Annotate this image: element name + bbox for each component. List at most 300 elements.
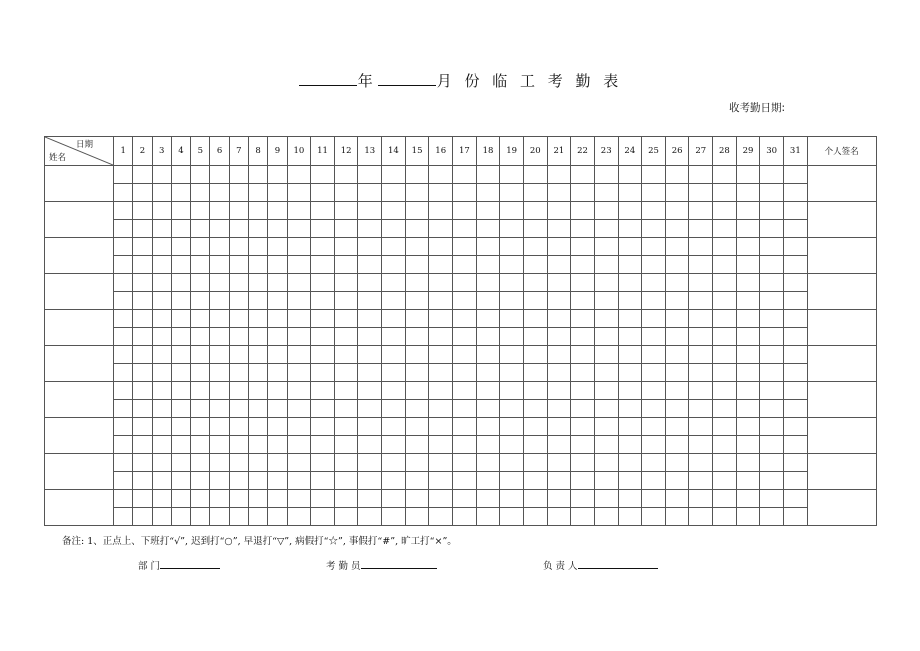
attendance-cell[interactable] [358,220,382,238]
attendance-cell[interactable] [429,166,453,184]
attendance-cell[interactable] [171,346,190,364]
name-cell[interactable] [45,382,114,418]
attendance-cell[interactable] [618,328,642,346]
attendance-cell[interactable] [229,274,248,292]
attendance-cell[interactable] [191,310,210,328]
attendance-cell[interactable] [152,292,171,310]
attendance-cell[interactable] [736,400,760,418]
attendance-cell[interactable] [229,202,248,220]
attendance-cell[interactable] [784,400,808,418]
attendance-cell[interactable] [133,508,152,526]
attendance-cell[interactable] [760,310,784,328]
attendance-cell[interactable] [453,166,477,184]
attendance-cell[interactable] [191,490,210,508]
attendance-cell[interactable] [760,274,784,292]
attendance-cell[interactable] [268,454,287,472]
attendance-cell[interactable] [229,490,248,508]
attendance-cell[interactable] [736,346,760,364]
attendance-cell[interactable] [152,310,171,328]
attendance-cell[interactable] [689,490,713,508]
attendance-cell[interactable] [268,220,287,238]
attendance-cell[interactable] [571,508,595,526]
attendance-cell[interactable] [523,238,547,256]
attendance-cell[interactable] [358,274,382,292]
attendance-cell[interactable] [229,418,248,436]
attendance-cell[interactable] [268,238,287,256]
attendance-cell[interactable] [191,274,210,292]
attendance-cell[interactable] [571,400,595,418]
attendance-cell[interactable] [382,418,406,436]
attendance-cell[interactable] [191,508,210,526]
attendance-cell[interactable] [594,274,618,292]
attendance-cell[interactable] [547,184,571,202]
attendance-cell[interactable] [689,418,713,436]
attendance-cell[interactable] [248,220,267,238]
attendance-cell[interactable] [405,418,429,436]
attendance-cell[interactable] [429,220,453,238]
attendance-cell[interactable] [642,454,666,472]
attendance-cell[interactable] [210,310,229,328]
attendance-cell[interactable] [429,274,453,292]
attendance-cell[interactable] [191,400,210,418]
attendance-cell[interactable] [500,436,524,454]
attendance-cell[interactable] [210,400,229,418]
attendance-cell[interactable] [311,238,335,256]
attendance-cell[interactable] [476,310,500,328]
attendance-cell[interactable] [382,346,406,364]
attendance-cell[interactable] [152,274,171,292]
attendance-cell[interactable] [784,508,808,526]
attendance-cell[interactable] [248,166,267,184]
attendance-cell[interactable] [114,166,133,184]
attendance-cell[interactable] [248,184,267,202]
attendance-cell[interactable] [382,364,406,382]
attendance-cell[interactable] [500,418,524,436]
attendance-cell[interactable] [133,490,152,508]
signature-cell[interactable] [807,310,876,346]
attendance-cell[interactable] [405,274,429,292]
attendance-cell[interactable] [760,454,784,472]
attendance-cell[interactable] [229,400,248,418]
attendance-cell[interactable] [152,346,171,364]
attendance-cell[interactable] [405,490,429,508]
attendance-cell[interactable] [618,418,642,436]
attendance-cell[interactable] [287,328,311,346]
attendance-cell[interactable] [642,184,666,202]
attendance-cell[interactable] [571,310,595,328]
attendance-cell[interactable] [476,382,500,400]
attendance-cell[interactable] [784,184,808,202]
attendance-cell[interactable] [358,238,382,256]
attendance-cell[interactable] [311,166,335,184]
attendance-cell[interactable] [642,220,666,238]
attendance-cell[interactable] [689,166,713,184]
attendance-cell[interactable] [642,418,666,436]
attendance-cell[interactable] [713,238,737,256]
attendance-cell[interactable] [784,364,808,382]
attendance-cell[interactable] [571,238,595,256]
attendance-cell[interactable] [229,166,248,184]
attendance-cell[interactable] [476,346,500,364]
attendance-cell[interactable] [594,256,618,274]
attendance-cell[interactable] [736,508,760,526]
attendance-cell[interactable] [784,166,808,184]
attendance-cell[interactable] [268,364,287,382]
attendance-cell[interactable] [334,454,358,472]
attendance-cell[interactable] [476,166,500,184]
attendance-cell[interactable] [453,238,477,256]
attendance-cell[interactable] [429,256,453,274]
attendance-cell[interactable] [453,418,477,436]
attendance-cell[interactable] [665,364,689,382]
attendance-cell[interactable] [114,328,133,346]
attendance-cell[interactable] [784,238,808,256]
attendance-cell[interactable] [594,436,618,454]
attendance-cell[interactable] [547,328,571,346]
attendance-cell[interactable] [784,472,808,490]
clerk-line[interactable] [361,558,437,569]
attendance-cell[interactable] [311,256,335,274]
attendance-cell[interactable] [311,382,335,400]
attendance-cell[interactable] [760,382,784,400]
attendance-cell[interactable] [713,220,737,238]
attendance-cell[interactable] [382,184,406,202]
attendance-cell[interactable] [191,238,210,256]
attendance-cell[interactable] [476,292,500,310]
attendance-cell[interactable] [476,472,500,490]
attendance-cell[interactable] [571,454,595,472]
attendance-cell[interactable] [210,274,229,292]
attendance-cell[interactable] [358,454,382,472]
attendance-cell[interactable] [152,184,171,202]
attendance-cell[interactable] [500,400,524,418]
attendance-cell[interactable] [453,400,477,418]
attendance-cell[interactable] [642,166,666,184]
attendance-cell[interactable] [476,238,500,256]
attendance-cell[interactable] [152,454,171,472]
attendance-cell[interactable] [736,292,760,310]
attendance-cell[interactable] [229,238,248,256]
attendance-cell[interactable] [784,382,808,400]
attendance-cell[interactable] [358,292,382,310]
attendance-cell[interactable] [171,238,190,256]
attendance-cell[interactable] [665,418,689,436]
attendance-cell[interactable] [571,436,595,454]
attendance-cell[interactable] [133,166,152,184]
attendance-cell[interactable] [311,508,335,526]
attendance-cell[interactable] [429,418,453,436]
attendance-cell[interactable] [268,436,287,454]
attendance-cell[interactable] [689,346,713,364]
attendance-cell[interactable] [784,220,808,238]
attendance-cell[interactable] [689,292,713,310]
attendance-cell[interactable] [358,490,382,508]
attendance-cell[interactable] [618,346,642,364]
attendance-cell[interactable] [571,202,595,220]
attendance-cell[interactable] [268,418,287,436]
attendance-cell[interactable] [334,274,358,292]
attendance-cell[interactable] [268,490,287,508]
attendance-cell[interactable] [229,310,248,328]
attendance-cell[interactable] [114,382,133,400]
attendance-cell[interactable] [784,256,808,274]
attendance-cell[interactable] [618,400,642,418]
attendance-cell[interactable] [334,328,358,346]
signature-cell[interactable] [807,274,876,310]
attendance-cell[interactable] [665,346,689,364]
attendance-cell[interactable] [665,472,689,490]
attendance-cell[interactable] [248,256,267,274]
name-cell[interactable] [45,490,114,526]
attendance-cell[interactable] [152,202,171,220]
attendance-cell[interactable] [405,382,429,400]
attendance-cell[interactable] [311,202,335,220]
attendance-cell[interactable] [689,184,713,202]
attendance-cell[interactable] [523,382,547,400]
attendance-cell[interactable] [358,166,382,184]
attendance-cell[interactable] [191,256,210,274]
attendance-cell[interactable] [689,472,713,490]
attendance-cell[interactable] [642,364,666,382]
signature-cell[interactable] [807,490,876,526]
attendance-cell[interactable] [523,292,547,310]
attendance-cell[interactable] [594,202,618,220]
attendance-cell[interactable] [476,274,500,292]
attendance-cell[interactable] [784,436,808,454]
attendance-cell[interactable] [665,292,689,310]
attendance-cell[interactable] [248,274,267,292]
attendance-cell[interactable] [689,202,713,220]
attendance-cell[interactable] [287,508,311,526]
attendance-cell[interactable] [210,364,229,382]
attendance-cell[interactable] [760,202,784,220]
attendance-cell[interactable] [760,166,784,184]
attendance-cell[interactable] [571,328,595,346]
attendance-cell[interactable] [191,220,210,238]
signature-cell[interactable] [807,346,876,382]
attendance-cell[interactable] [311,346,335,364]
attendance-cell[interactable] [689,220,713,238]
attendance-cell[interactable] [760,364,784,382]
attendance-cell[interactable] [594,364,618,382]
attendance-cell[interactable] [268,508,287,526]
attendance-cell[interactable] [405,346,429,364]
attendance-cell[interactable] [311,310,335,328]
attendance-cell[interactable] [713,490,737,508]
attendance-cell[interactable] [114,274,133,292]
attendance-cell[interactable] [405,364,429,382]
attendance-cell[interactable] [114,490,133,508]
attendance-cell[interactable] [171,454,190,472]
attendance-cell[interactable] [248,472,267,490]
attendance-cell[interactable] [665,328,689,346]
attendance-cell[interactable] [500,364,524,382]
attendance-cell[interactable] [523,472,547,490]
attendance-cell[interactable] [229,346,248,364]
attendance-cell[interactable] [287,256,311,274]
attendance-cell[interactable] [665,400,689,418]
attendance-cell[interactable] [523,508,547,526]
attendance-cell[interactable] [642,382,666,400]
attendance-cell[interactable] [547,292,571,310]
attendance-cell[interactable] [334,166,358,184]
attendance-cell[interactable] [547,400,571,418]
attendance-cell[interactable] [571,256,595,274]
attendance-cell[interactable] [500,490,524,508]
attendance-cell[interactable] [784,310,808,328]
attendance-cell[interactable] [665,454,689,472]
attendance-cell[interactable] [476,508,500,526]
attendance-cell[interactable] [642,238,666,256]
attendance-cell[interactable] [334,436,358,454]
name-cell[interactable] [45,418,114,454]
attendance-cell[interactable] [713,310,737,328]
attendance-cell[interactable] [171,436,190,454]
attendance-cell[interactable] [382,508,406,526]
attendance-cell[interactable] [453,472,477,490]
attendance-cell[interactable] [429,472,453,490]
attendance-cell[interactable] [453,364,477,382]
attendance-cell[interactable] [689,310,713,328]
attendance-cell[interactable] [453,256,477,274]
attendance-cell[interactable] [171,274,190,292]
attendance-cell[interactable] [248,454,267,472]
attendance-cell[interactable] [287,220,311,238]
attendance-cell[interactable] [334,202,358,220]
attendance-cell[interactable] [133,184,152,202]
attendance-cell[interactable] [114,346,133,364]
attendance-cell[interactable] [500,202,524,220]
attendance-cell[interactable] [133,364,152,382]
attendance-cell[interactable] [784,274,808,292]
attendance-cell[interactable] [334,220,358,238]
attendance-cell[interactable] [171,310,190,328]
attendance-cell[interactable] [476,400,500,418]
attendance-cell[interactable] [713,382,737,400]
attendance-cell[interactable] [248,310,267,328]
attendance-cell[interactable] [358,508,382,526]
attendance-cell[interactable] [571,346,595,364]
attendance-cell[interactable] [152,256,171,274]
attendance-cell[interactable] [571,364,595,382]
attendance-cell[interactable] [547,436,571,454]
attendance-cell[interactable] [665,238,689,256]
attendance-cell[interactable] [713,346,737,364]
attendance-cell[interactable] [500,508,524,526]
attendance-cell[interactable] [133,418,152,436]
attendance-cell[interactable] [784,454,808,472]
attendance-cell[interactable] [736,238,760,256]
attendance-cell[interactable] [229,382,248,400]
attendance-cell[interactable] [358,184,382,202]
attendance-cell[interactable] [133,472,152,490]
attendance-cell[interactable] [114,364,133,382]
attendance-cell[interactable] [152,166,171,184]
attendance-cell[interactable] [152,490,171,508]
attendance-cell[interactable] [523,454,547,472]
attendance-cell[interactable] [210,454,229,472]
attendance-cell[interactable] [382,292,406,310]
attendance-cell[interactable] [736,490,760,508]
attendance-cell[interactable] [429,346,453,364]
attendance-cell[interactable] [571,166,595,184]
attendance-cell[interactable] [382,472,406,490]
attendance-cell[interactable] [594,472,618,490]
attendance-cell[interactable] [476,328,500,346]
attendance-cell[interactable] [114,238,133,256]
attendance-cell[interactable] [760,292,784,310]
attendance-cell[interactable] [248,508,267,526]
attendance-cell[interactable] [547,166,571,184]
attendance-cell[interactable] [736,310,760,328]
attendance-cell[interactable] [133,310,152,328]
attendance-cell[interactable] [133,400,152,418]
attendance-cell[interactable] [665,184,689,202]
attendance-cell[interactable] [736,274,760,292]
attendance-cell[interactable] [405,508,429,526]
attendance-cell[interactable] [311,454,335,472]
attendance-cell[interactable] [114,472,133,490]
attendance-cell[interactable] [736,472,760,490]
attendance-cell[interactable] [210,418,229,436]
attendance-cell[interactable] [736,166,760,184]
attendance-cell[interactable] [268,202,287,220]
attendance-cell[interactable] [210,184,229,202]
attendance-cell[interactable] [736,382,760,400]
attendance-cell[interactable] [500,454,524,472]
attendance-cell[interactable] [268,274,287,292]
attendance-cell[interactable] [618,508,642,526]
attendance-cell[interactable] [248,382,267,400]
attendance-cell[interactable] [229,472,248,490]
attendance-cell[interactable] [152,364,171,382]
attendance-cell[interactable] [453,220,477,238]
attendance-cell[interactable] [311,292,335,310]
attendance-cell[interactable] [429,202,453,220]
attendance-cell[interactable] [594,310,618,328]
attendance-cell[interactable] [358,472,382,490]
attendance-cell[interactable] [429,184,453,202]
attendance-cell[interactable] [547,274,571,292]
attendance-cell[interactable] [547,382,571,400]
attendance-cell[interactable] [523,364,547,382]
attendance-cell[interactable] [713,328,737,346]
attendance-cell[interactable] [523,166,547,184]
attendance-cell[interactable] [114,202,133,220]
attendance-cell[interactable] [500,346,524,364]
attendance-cell[interactable] [665,490,689,508]
attendance-cell[interactable] [133,220,152,238]
attendance-cell[interactable] [152,328,171,346]
attendance-cell[interactable] [642,436,666,454]
name-cell[interactable] [45,310,114,346]
attendance-cell[interactable] [191,166,210,184]
attendance-cell[interactable] [594,346,618,364]
attendance-cell[interactable] [334,310,358,328]
attendance-cell[interactable] [405,256,429,274]
attendance-cell[interactable] [382,400,406,418]
attendance-cell[interactable] [358,328,382,346]
attendance-cell[interactable] [248,400,267,418]
attendance-cell[interactable] [287,364,311,382]
attendance-cell[interactable] [268,400,287,418]
attendance-cell[interactable] [405,166,429,184]
attendance-cell[interactable] [429,364,453,382]
attendance-cell[interactable] [594,454,618,472]
attendance-cell[interactable] [114,400,133,418]
attendance-cell[interactable] [334,382,358,400]
attendance-cell[interactable] [171,166,190,184]
